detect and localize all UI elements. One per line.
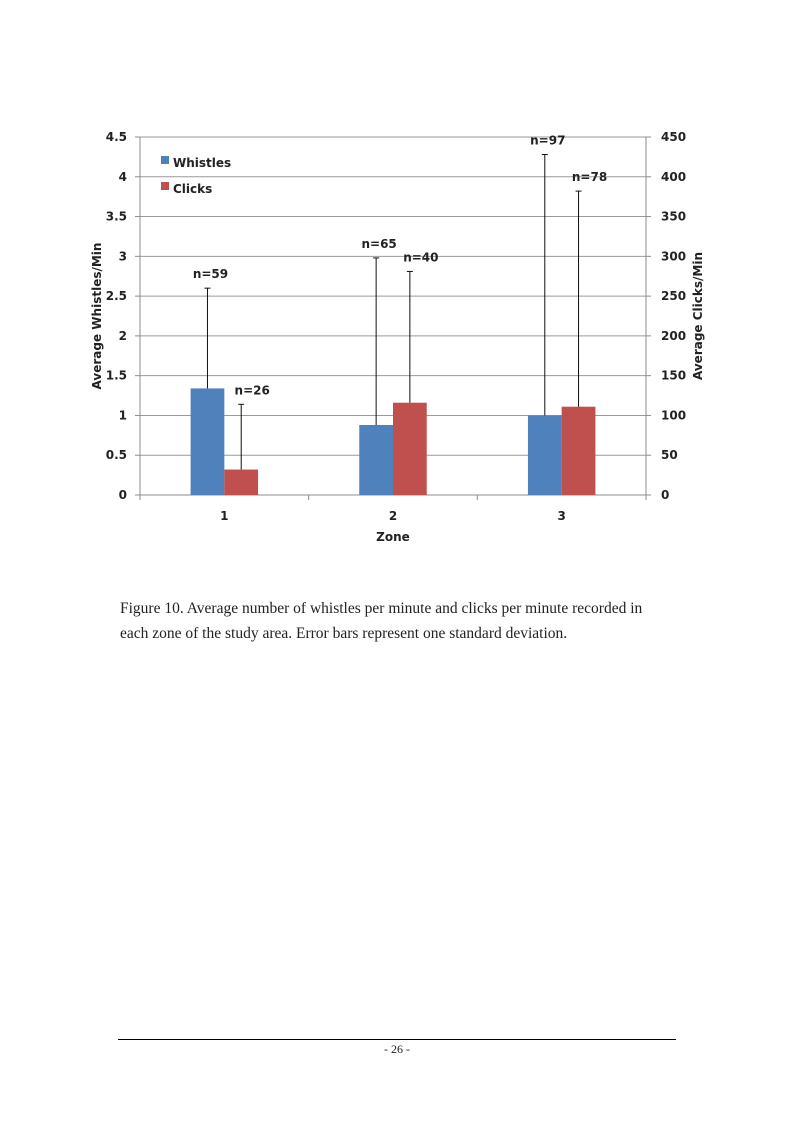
figure-caption bbox=[120, 596, 680, 646]
y2-tick-label: 200 bbox=[661, 328, 687, 343]
bar bbox=[393, 403, 427, 495]
y2-tick-label: 450 bbox=[661, 130, 687, 144]
bars bbox=[191, 388, 596, 495]
y-tick-label: 0.5 bbox=[105, 448, 127, 463]
y2-tick-label: 0 bbox=[661, 488, 670, 502]
y2-axis-label: Average Clicks/Min bbox=[691, 252, 705, 380]
bar bbox=[359, 425, 393, 495]
y2-tick-label: 350 bbox=[661, 209, 687, 224]
legend-swatch bbox=[161, 182, 169, 190]
caption-line-1: Figure 10. Average number of whistles per minute and clicks per minute recorded in bbox=[120, 600, 643, 617]
data-label: n=59 bbox=[192, 267, 229, 282]
y-tick-label: 2.5 bbox=[105, 289, 127, 304]
y-tick-label: 4.5 bbox=[105, 130, 127, 144]
bar bbox=[191, 388, 225, 495]
y2-tick-label: 300 bbox=[661, 249, 687, 264]
y2-tick-label: 400 bbox=[661, 169, 687, 184]
y-axis-label: Average Whistles/Min bbox=[90, 242, 104, 390]
data-label: n=78 bbox=[571, 170, 608, 185]
page-number: - 26 - bbox=[384, 1042, 410, 1056]
data-label: n=40 bbox=[403, 250, 439, 265]
y2-tick-label: 50 bbox=[661, 448, 678, 463]
footer-divider bbox=[118, 1039, 676, 1040]
legend bbox=[161, 156, 231, 196]
data-label: n=65 bbox=[361, 236, 397, 251]
bar bbox=[224, 470, 258, 495]
legend-label: Clicks bbox=[173, 182, 213, 196]
y-tick-label: 4 bbox=[118, 169, 127, 184]
x-axis-label: Zone bbox=[376, 530, 410, 544]
y2-tick-label: 250 bbox=[661, 289, 687, 304]
x-tick-label: 3 bbox=[557, 509, 566, 523]
data-label: n=26 bbox=[234, 383, 270, 398]
x-tick-label: 2 bbox=[388, 509, 398, 523]
y-tick-label: 2 bbox=[118, 328, 127, 343]
y-tick-label: 0 bbox=[118, 488, 127, 502]
data-label: n=97 bbox=[530, 133, 566, 148]
y2-tick-label: 150 bbox=[661, 368, 687, 383]
bar bbox=[528, 415, 562, 495]
bar bbox=[562, 407, 596, 495]
legend-swatch bbox=[161, 156, 169, 164]
x-tick-label: 1 bbox=[220, 509, 229, 523]
y2-tick-label: 100 bbox=[661, 408, 687, 423]
y-tick-label: 1 bbox=[118, 408, 127, 423]
y-tick-label: 3.5 bbox=[105, 209, 127, 224]
y-tick-label: 3 bbox=[118, 249, 127, 264]
legend-label: Whistles bbox=[173, 156, 232, 170]
caption-line-2: each zone of the study area. Error bars represent one standard deviation. bbox=[120, 625, 568, 642]
y-tick-label: 1.5 bbox=[105, 368, 127, 383]
